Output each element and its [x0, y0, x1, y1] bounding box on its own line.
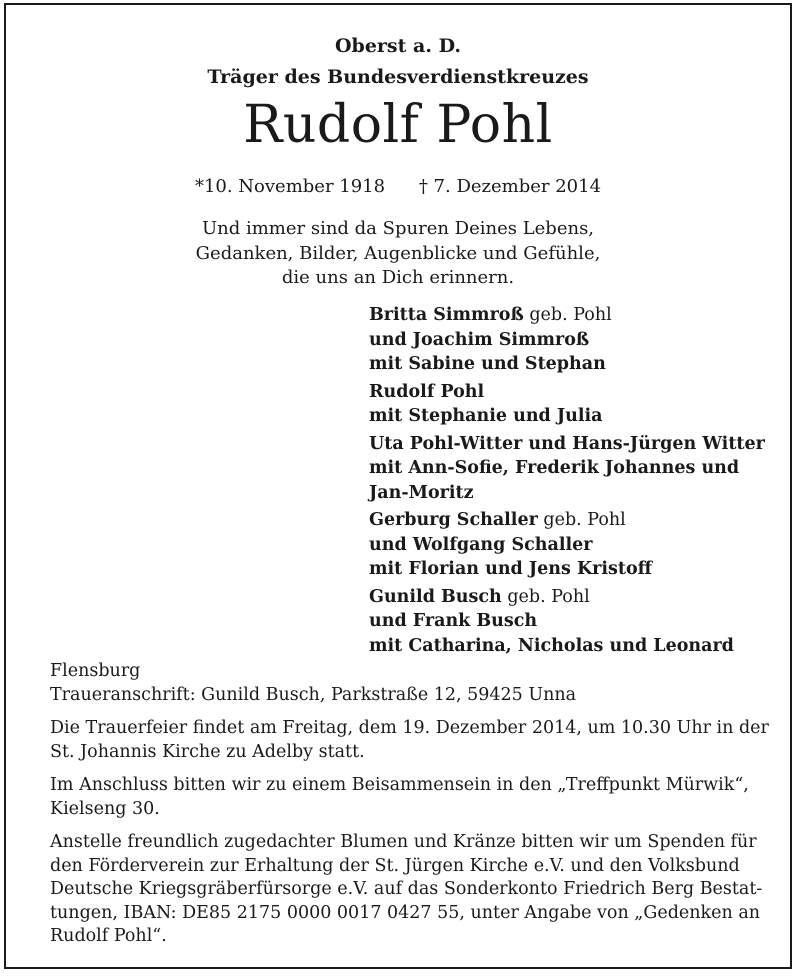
text-line: Kielseng 30.	[50, 798, 160, 819]
text-line: Anstelle freundlich zugedachter Blumen und Kränze bitten wir um Spenden für	[50, 832, 757, 852]
mourner-group	[369, 432, 779, 506]
death-date: † 7. Dezember 2014	[418, 176, 602, 197]
mourner-line	[369, 432, 779, 457]
mourner-line: mit Catharina, Nicholas und Leonard	[369, 635, 734, 656]
maiden-name-note: geb. Pohl	[501, 586, 590, 607]
mourner-group	[369, 380, 779, 429]
notice-details	[50, 660, 769, 959]
mourner-line	[369, 585, 779, 610]
verse-line: Und immer sind da Spuren Deines Lebens,	[201, 218, 595, 239]
funeral-service-paragraph	[50, 717, 769, 764]
maiden-name-note: geb. Pohl	[523, 305, 612, 325]
birth-date: *10. November 1918	[194, 176, 386, 197]
text-line: Flensburg	[50, 661, 141, 681]
text-line: St. Johannis Kirche zu Adelby statt.	[50, 741, 365, 762]
text-line: Rudolf Pohl“.	[50, 926, 167, 946]
mourner-line	[369, 508, 779, 533]
text-line: Die Trauerfeier findet am Freitag, dem 19. Dezember 2014, um 10.30 Uhr in der	[50, 718, 769, 738]
mourner-group	[369, 508, 779, 582]
mourner-name: Uta Pohl-Witter und Hans-Jürgen Witter	[369, 433, 765, 454]
mourner-line: Jan-Moritz	[369, 482, 474, 503]
mourner-line: mit Ann-Sofie, Frederik Johannes und	[369, 458, 740, 478]
mourner-name: Gerburg Schaller	[369, 510, 538, 530]
mourner-name: Britta Simmroß	[369, 305, 524, 325]
mourner-line	[369, 380, 779, 405]
mourner-line: und Joachim Simmroß	[369, 329, 590, 350]
honor-line: Träger des Bundesverdienstkreuzes	[207, 66, 589, 88]
deceased-name: Rudolf Pohl	[243, 95, 553, 155]
maiden-name-note: geb. Pohl	[537, 510, 626, 530]
mourner-name: Gunild Busch	[369, 586, 502, 607]
mourner-group	[369, 303, 779, 377]
life-dates	[6, 176, 790, 197]
mourner-line: und Wolfgang Schaller	[369, 534, 593, 555]
mourner-line	[369, 303, 779, 328]
gathering-paragraph	[50, 774, 760, 821]
text-line: Deutsche Kriegsgräberfürsorge e.V. auf das Sonderkonto Friedrich Berg Bestat-	[50, 879, 763, 899]
memorial-verse	[6, 217, 790, 291]
text-line: den Förderverein zur Erhaltung der St. Jürgen Kirche e.V. und den Volksbund	[50, 855, 740, 876]
verse-line: die uns an Dich erinnern.	[281, 267, 515, 288]
mourner-line: mit Stephanie und Julia	[369, 406, 603, 426]
rank-line: Oberst a. D.	[335, 35, 461, 57]
obituary-notice	[4, 3, 792, 969]
mourners-list	[369, 303, 779, 661]
mourner-group	[369, 585, 779, 659]
text-line: Im Anschluss bitten wir zu einem Beisammensein in den „Treffpunkt Mürwik“,	[50, 775, 749, 795]
location-address-paragraph	[50, 660, 760, 707]
mourner-line: mit Sabine und Stephan	[369, 354, 606, 374]
donation-paragraph	[50, 831, 763, 949]
text-line: Traueranschrift: Gunild Busch, Parkstraße 12, 59425 Unna	[50, 684, 577, 705]
mourner-name: Rudolf Pohl	[369, 381, 485, 402]
mourner-line: und Frank Busch	[369, 611, 538, 631]
mourner-line: mit Florian und Jens Kristoff	[369, 559, 653, 579]
verse-line: Gedanken, Bilder, Augenblicke und Gefühle,	[195, 242, 601, 264]
text-line: tungen, IBAN: DE85 2175 0000 0017 0427 55, unter Angabe von „Gedenken an	[50, 902, 761, 923]
